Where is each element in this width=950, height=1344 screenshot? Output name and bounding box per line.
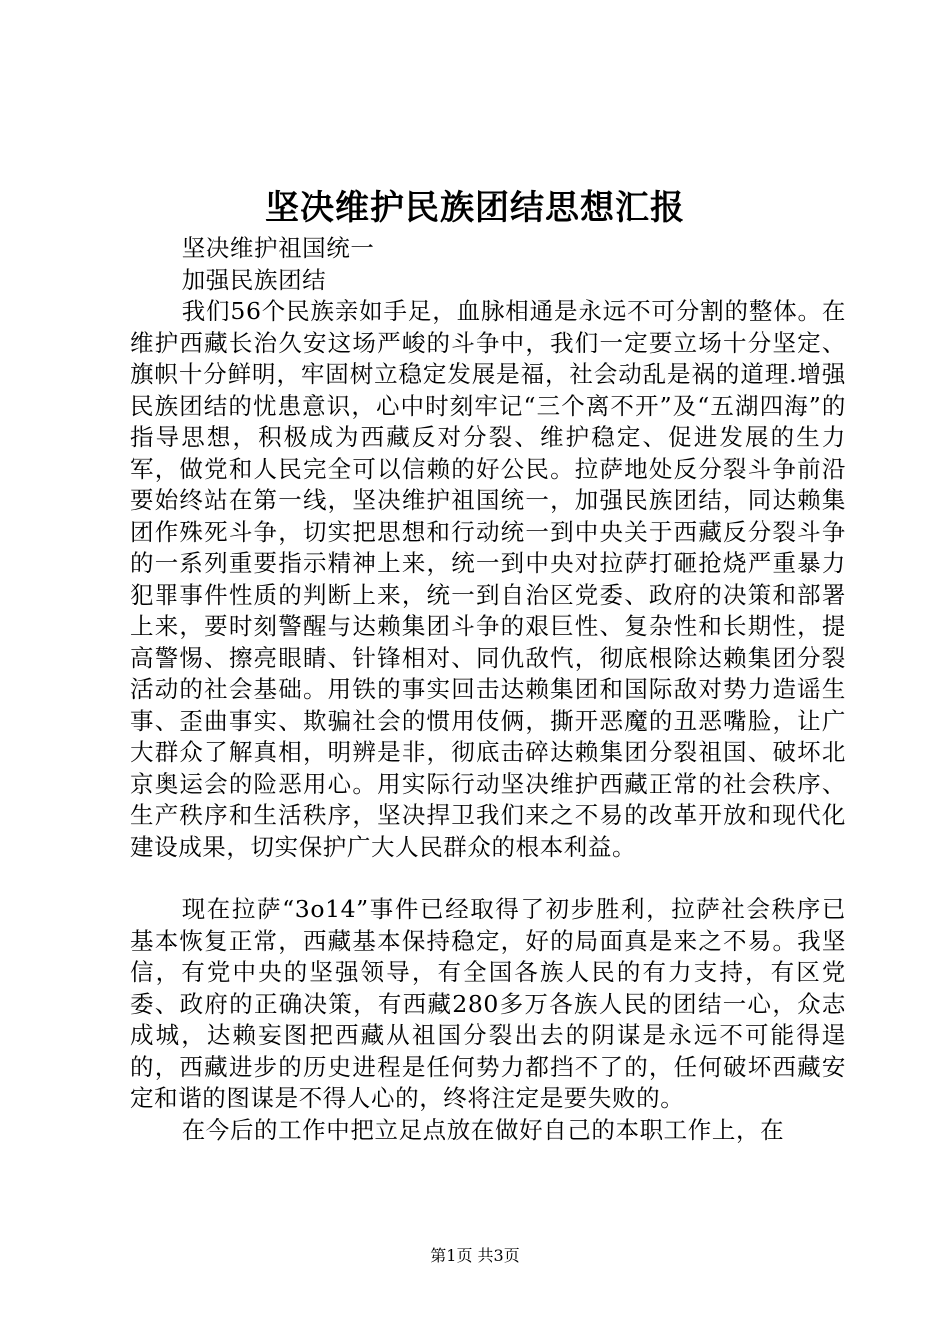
paragraph: 我们56个民族亲如手足，血脉相通是永远不可分割的整体。在维护西藏长治久安这场严峻的斗争中，我们一定要立场十分坚定、旗帜十分鲜明，牢固树立稳定发展是福，社会动乱是祸的道理.增强民族团结的忧患意识，心中时刻牢记“三个离不开”及“五湖四海”的指导思想，积极成为西藏反对分裂、维护稳定、促进发展的生力军，做党和人民完全可以信赖的好公民。拉萨地处反分裂斗争前沿要始终站在第一线，坚决维护祖国统一，加强民族团结，同达赖集团作殊死斗争，切实把思想和行动统一到中央关于西藏反分裂斗争的一系列重要指示精神上来，统一到中央对拉萨打砸抢烧严重暴力犯罪事件性质的判断上来，统一到自治区党委、政府的决策和部署上来，要时刻警醒与达赖集团斗争的艰巨性、复杂性和长期性，提高警惕、擦亮眼睛、针锋相对、同仇敌忾，彻底根除达赖集团分裂活动的社会基础。用铁的事实回击达赖集团和国际敌对势力造谣生事、歪曲事实、欺骗社会的惯用伎俩，撕开恶魔的丑恶嘴脸，让广大群众了解真相，明辨是非，彻底击碎达赖集团分裂祖国、破坏北京奥运会的险恶用心。用实际行动坚决维护西藏正常的社会秩序、生产秩序和生活秩序，坚决捍卫我们来之不易的改革开放和现代化建设成果，切实保护广大人民群众的根本利益。 [130,297,847,861]
page-number-footer: 第1页 共3页 [430,1246,520,1265]
paragraph: 在今后的工作中把立足点放在做好自己的本职工作上，在 [181,1115,785,1144]
paragraph: 坚决维护祖国统一 [181,234,375,262]
document-title: 坚决维护民族团结思想汇报 [265,188,685,228]
paragraph: 现在拉萨“3o14”事件已经取得了初步胜利，拉萨社会秩序已基本恢复正常，西藏基本保持稳定，好的局面真是来之不易。我坚信，有党中央的坚强领导，有全国各族人民的有力支持，有区党委、政府的正确决策，有西藏280多万各族人民的团结一心，众志成城，达赖妄图把西藏从祖国分裂出去的阴谋是永远不可能得逞的，西藏进步的历史进程是任何势力都挡不了的，任何破坏西藏安定和谐的图谋是不得人心的，终将注定是要失败的。 [130,895,846,1112]
paragraph: 加强民族团结 [181,265,327,294]
document-body [130,233,846,1146]
